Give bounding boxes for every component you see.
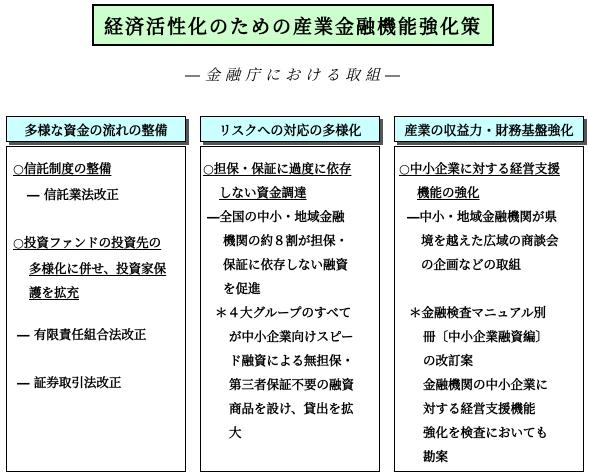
- column-1-box: [6, 146, 186, 472]
- column-1-line: ― 信託業法改正: [27, 187, 119, 202]
- column-3-line: 機能の強化: [417, 185, 480, 200]
- column-3-box: [394, 146, 584, 472]
- column-2-line: が中小企業向けスピー: [229, 329, 354, 344]
- column-3-line: の企画などの取組: [421, 257, 522, 272]
- column-2-line: 保証に依存しない融資: [223, 257, 349, 272]
- column-2-line: 大: [229, 425, 242, 440]
- column-2-line: 機関の約８割が担保・: [223, 233, 349, 248]
- column-3-line: 冊〔中小企業融資編〕: [423, 329, 549, 344]
- column-2-line: 第三者保証不要の融資: [229, 377, 355, 392]
- column-1-line: ○投資ファンドの投資先の: [13, 235, 162, 250]
- column-1-line: 多様化に併せ、投資家保: [29, 261, 167, 276]
- diagram-title: 経済活性化のための産業金融機能強化策: [92, 4, 494, 46]
- column-3-line: 強化を検査においても: [423, 425, 549, 440]
- column-3-line: ○中小企業に対する経営支援: [399, 161, 560, 176]
- column-2-line: しない資金調達: [219, 185, 307, 200]
- column-2-header: リスクへの対応の多様化: [200, 116, 380, 142]
- column-2-box: [200, 146, 380, 472]
- column-2-line: ○担保・保証に過度に依存: [203, 161, 352, 176]
- column-1-line: ○信託制度の整備: [13, 161, 112, 176]
- diagram-subtitle: ―金融庁における取組―: [184, 66, 405, 84]
- column-3-line: 境を越えた広域の商談会: [421, 233, 559, 248]
- column-1-line: 護を拡充: [29, 285, 80, 300]
- column-3-line: の改訂案: [423, 353, 474, 368]
- column-2-line: ド融資による無担保・: [229, 353, 355, 368]
- column-3-header: 産業の収益力・財務基盤強化: [394, 116, 584, 142]
- column-1-line: ― 証券取引法改正: [17, 375, 122, 390]
- column-2-line: ＊４大グループのすべて: [215, 305, 352, 320]
- column-2-line: を促進: [223, 281, 261, 296]
- column-1-line: ― 有限責任組合法改正: [17, 327, 147, 342]
- column-3-line: ＊金融検査マニュアル別: [409, 305, 547, 320]
- column-2-line: ―全国の中小・地域金融: [207, 209, 345, 224]
- column-3-line: 勘案: [423, 449, 449, 464]
- column-3-line: 金融機関の中小企業に: [423, 377, 549, 392]
- column-1-header: 多様な資金の流れの整備: [6, 116, 186, 142]
- column-3-line: ―中小・地域金融機関が県: [407, 209, 558, 224]
- column-3-line: 対する経営支援機能: [423, 401, 536, 416]
- column-2-line: 商品を設け、貸出を拡: [229, 401, 354, 416]
